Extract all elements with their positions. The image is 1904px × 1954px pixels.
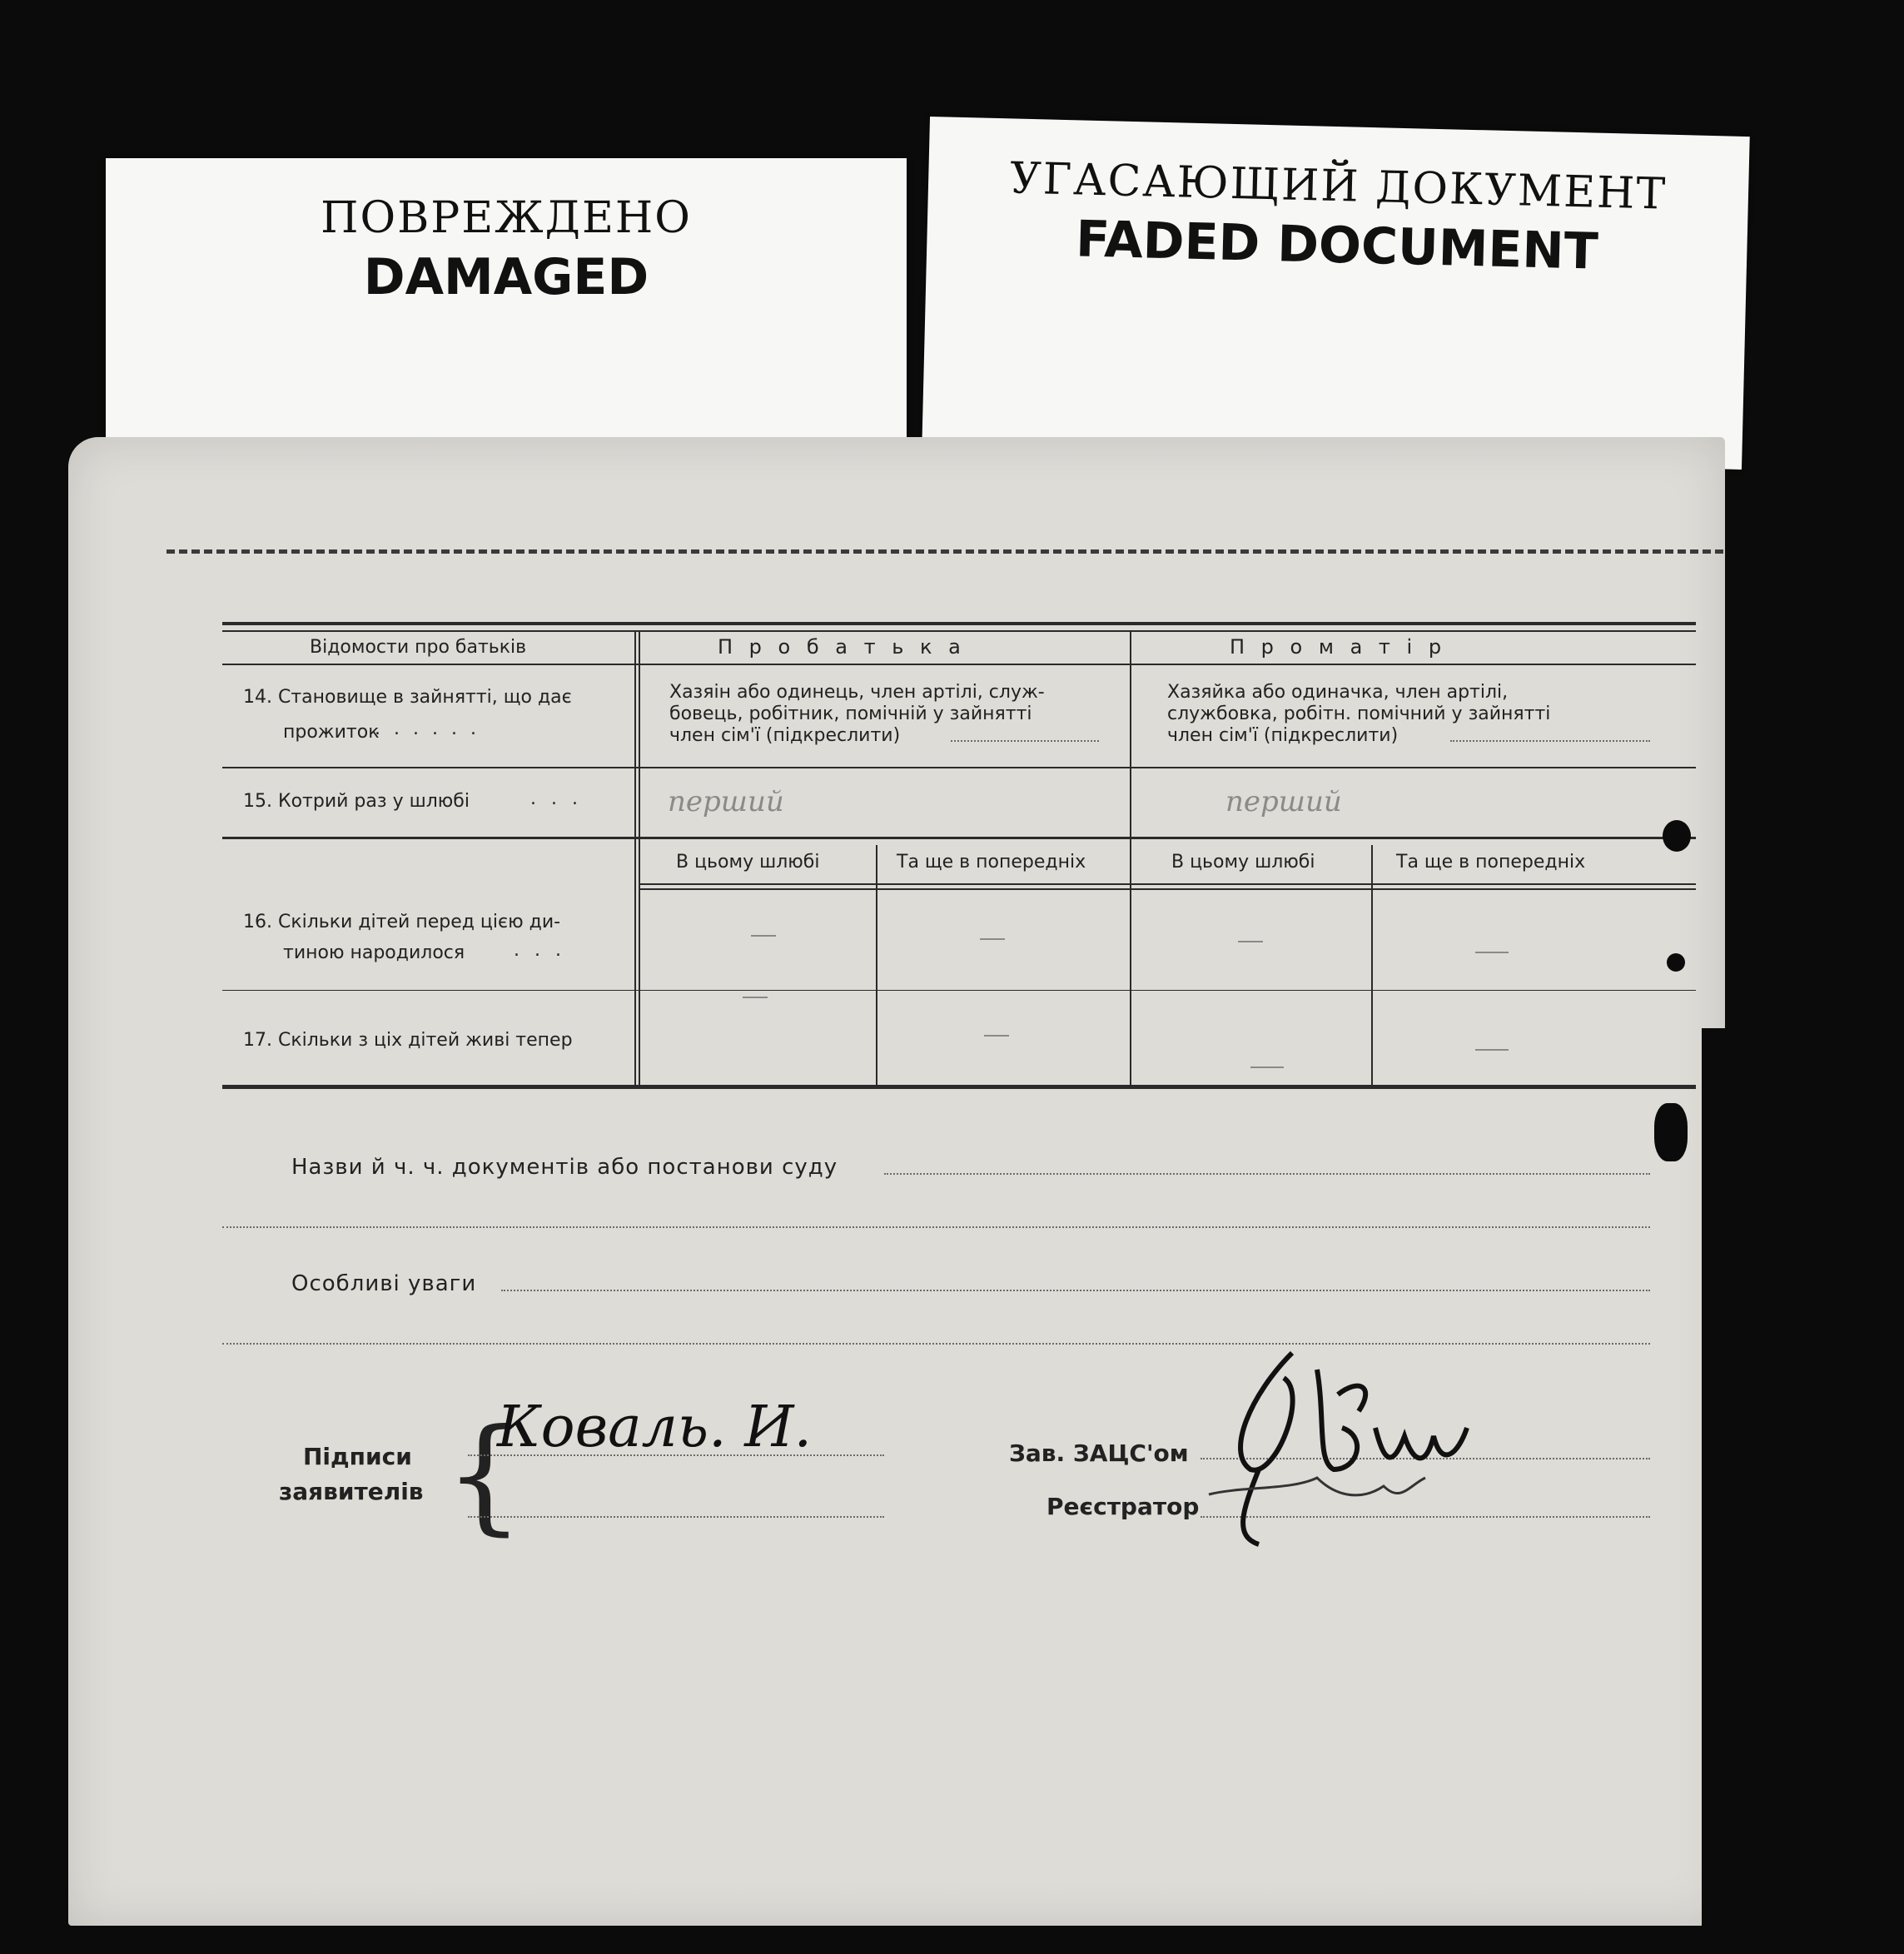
row16-label-line1: 16. Скільки дітей перед цією ди-: [243, 912, 561, 932]
row15-label-dots: ...: [530, 788, 593, 809]
header-about-mother: П р о м а т і р: [1230, 635, 1447, 659]
table-top-rule: [222, 622, 1696, 625]
notes-label: Особливі уваги: [291, 1271, 477, 1296]
applicants-label-line2: заявителів: [279, 1478, 424, 1505]
row15-mother-value: перший: [1225, 785, 1342, 818]
col-divider-2: [1130, 630, 1131, 1086]
row17-mother-dash: [1250, 1066, 1284, 1068]
row16-label-line2: тиною народилося: [283, 942, 465, 963]
row16-father-prev-dash: [980, 938, 1005, 940]
row17-father-dash: [743, 997, 768, 998]
row14-label-line1: 14. Становище в зайнятті, що дає: [243, 687, 572, 708]
registration-form-sheet: [68, 437, 1725, 1926]
row14-bottom-rule: [222, 767, 1696, 768]
row15-father-value: перший: [668, 785, 784, 818]
faded-document-label-card: [922, 117, 1749, 470]
row16-bottom-rule: [222, 990, 1696, 991]
col-divider-father: [876, 845, 877, 1086]
row16-mother-dash: [1238, 941, 1263, 942]
row14-label-dots: ......: [375, 718, 490, 739]
notes-fill-line: [501, 1290, 1650, 1291]
documents-fill-line: [884, 1173, 1650, 1175]
row14-mother-line3: член сім'ї (підкреслити): [1167, 725, 1399, 746]
header-parents-info: Відомости про батьків: [310, 637, 527, 658]
col-divider-mother: [1371, 845, 1373, 1086]
row17-label: 17. Скільки з ціх дітей живі тепер: [243, 1030, 573, 1051]
head-signature-scribble: [1192, 1345, 1492, 1553]
row14-mother-line2: службовка, робітн. помічний у зайнятті: [1167, 704, 1551, 724]
header-about-father: П р о б а т ь к а: [718, 635, 966, 659]
row14-father-line1: Хазяін або одинець, член артілі, служ-: [669, 682, 1045, 703]
torn-edge: [1654, 1103, 1688, 1161]
row16-label-dots: ...: [514, 940, 576, 961]
col-divider-1: [634, 630, 636, 1086]
row14-label-line2: прожиток: [283, 722, 380, 743]
row15-label: 15. Котрий раз у шлюбі: [243, 791, 470, 812]
registrar-label: Реєстратор: [1046, 1493, 1200, 1520]
row17-mother-prev-dash: [1475, 1049, 1509, 1051]
subheader-bottom-rule: [639, 883, 1696, 885]
row16-mother-prev-dash: [1475, 952, 1509, 953]
damaged-label-ru: ПОВРЕЖДЕНО: [321, 193, 692, 243]
damaged-label-en: DAMAGED: [363, 248, 649, 306]
damaged-label-card: [106, 158, 907, 458]
subheader-father-this-marriage: В цьому шлюбі: [676, 852, 820, 873]
faded-label-en: FADED DOCUMENT: [1075, 210, 1599, 281]
punch-hole: [1667, 953, 1685, 972]
subheader-mother-previous: Та ще в попередніх: [1396, 852, 1586, 873]
documents-label: Назви й ч. ч. документів або постанови суду: [291, 1155, 838, 1180]
applicant-signature: Коваль. И.: [497, 1395, 813, 1460]
table-top-rule-thin: [222, 630, 1696, 632]
faded-label-ru: УГАСАЮЩИЙ ДОКУМЕНТ: [1009, 153, 1668, 220]
col-divider-1b: [639, 630, 640, 1086]
dark-edge-strip: [1702, 1028, 1777, 1926]
subheader-bottom-rule-thin: [639, 888, 1696, 890]
row15-bottom-rule: [222, 837, 1696, 839]
applicant-signature-line-1: [468, 1454, 884, 1456]
applicants-label-line1: Підписи: [303, 1443, 412, 1470]
header-bottom-rule: [222, 664, 1696, 665]
head-of-registry-label: Зав. ЗАЦС'ом: [1009, 1439, 1189, 1467]
row14-mother-line1: Хазяйка або одиначка, член артілі,: [1167, 682, 1509, 703]
row14-father-line3: член сім'ї (підкреслити): [669, 725, 901, 746]
punch-hole: [1663, 820, 1691, 852]
row16-father-dash: [751, 935, 776, 937]
perforation-line: [167, 549, 1723, 554]
subheader-mother-this-marriage: В цьому шлюбі: [1171, 852, 1315, 873]
row17-father-prev-dash: [984, 1035, 1009, 1037]
row14-father-fill-line: [951, 740, 1099, 742]
row14-father-line2: бовець, робітник, помічній у зайнятті: [669, 704, 1032, 724]
row14-mother-fill-line: [1450, 740, 1650, 742]
table-bottom-rule: [222, 1085, 1696, 1089]
subheader-father-previous: Та ще в попередніх: [897, 852, 1086, 873]
documents-fill-line-2: [222, 1226, 1650, 1228]
applicants-brace: {: [445, 1403, 524, 1548]
applicant-signature-line-2: [468, 1516, 884, 1518]
